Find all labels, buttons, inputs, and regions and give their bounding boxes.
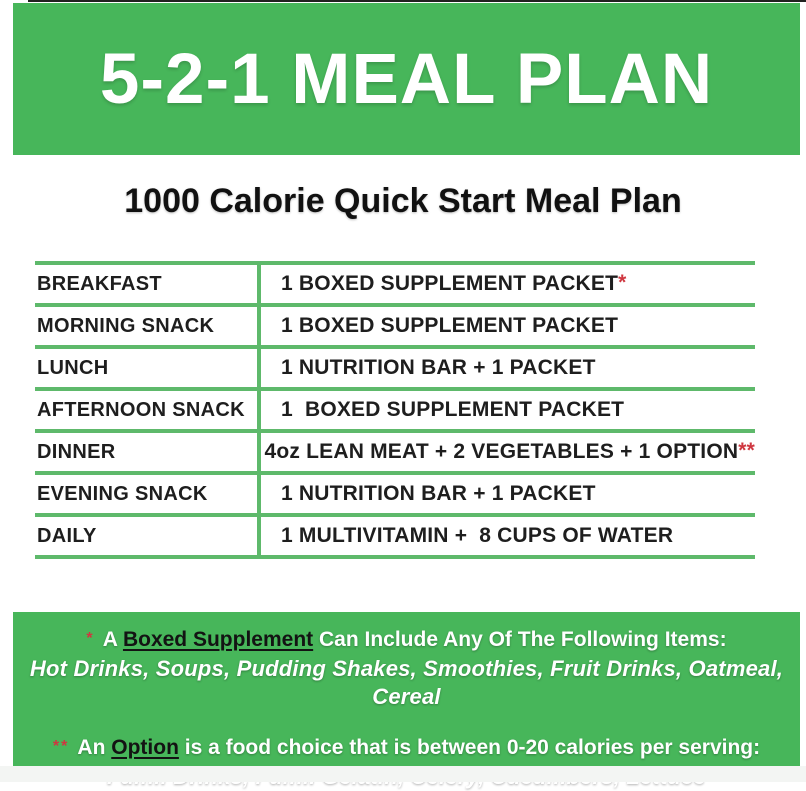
bottom-margin-strip	[0, 766, 806, 782]
meal-value-text: 1 BOXED SUPPLEMENT PACKET	[281, 398, 625, 421]
table-row-afternoon-snack	[35, 391, 755, 433]
meal-value-text: 1 NUTRITION BAR + 1 PACKET	[281, 356, 596, 379]
meal-value-text: 4oz LEAN MEAT + 2 VEGETABLES + 1 OPTION	[264, 440, 739, 463]
meal-value-text: 1 BOXED SUPPLEMENT PACKET	[281, 272, 619, 295]
footnote-term: Boxed Supplement	[122, 628, 314, 651]
meal-value	[240, 440, 755, 464]
asterisk-marker: **	[738, 439, 755, 462]
meal-value	[257, 398, 755, 422]
meal-value-text: 1 BOXED SUPPLEMENT PACKET	[281, 314, 619, 337]
meal-label: BREAKFAST	[37, 272, 162, 295]
meal-value	[257, 314, 755, 338]
table-row-dinner	[35, 433, 755, 475]
asterisk-marker: *	[618, 271, 627, 294]
meal-label: LUNCH	[37, 356, 109, 379]
meal-label: MORNING SNACK	[37, 314, 215, 337]
footnote-rest: is a food choice that is between 0-20 calories per serving:	[184, 736, 761, 759]
table-row-morning-snack	[35, 307, 755, 349]
meal-label: EVENING SNACK	[37, 482, 208, 505]
meal-value-text: 1 NUTRITION BAR + 1 PACKET	[281, 482, 596, 505]
meal-plan-table	[35, 261, 755, 559]
meal-value-text: 1 MULTIVITAMIN + 8 CUPS OF WATER	[281, 524, 674, 547]
meal-value	[257, 356, 755, 380]
footnote-rest: Can Include Any Of The Following Items:	[319, 628, 727, 651]
footnote-prefix: A	[102, 628, 118, 651]
table-column-divider	[257, 265, 261, 559]
table-row-daily	[35, 517, 755, 559]
table-row-evening-snack	[35, 475, 755, 517]
meal-label: DAILY	[37, 524, 97, 547]
footnotes-panel	[13, 612, 800, 766]
footnote-boxed-supplement-heading	[13, 627, 800, 655]
asterisk-marker: **	[52, 738, 70, 755]
asterisk-marker: *	[86, 630, 95, 647]
meal-label: DINNER	[37, 440, 116, 463]
table-row-lunch	[35, 349, 755, 391]
footnote-spacer	[13, 711, 800, 735]
meal-value	[257, 272, 755, 296]
meal-value	[257, 524, 755, 548]
footnote-boxed-supplement-items: Hot Drinks, Soups, Pudding Shakes, Smoothies, Fruit Drinks, Oatmeal, Cereal	[29, 656, 784, 709]
table-row-breakfast	[35, 265, 755, 307]
page-subtitle: 1000 Calorie Quick Start Meal Plan	[124, 182, 682, 220]
meal-value	[257, 482, 755, 506]
header-banner	[13, 3, 800, 155]
meal-label: AFTERNOON SNACK	[37, 398, 245, 421]
footnote-option-heading	[13, 735, 800, 763]
footnote-prefix: An	[77, 736, 106, 759]
scan-artifact-line	[28, 0, 806, 2]
footnote-term: Option	[111, 736, 179, 759]
banner-title: 5-2-1 MEAL PLAN	[99, 39, 714, 119]
